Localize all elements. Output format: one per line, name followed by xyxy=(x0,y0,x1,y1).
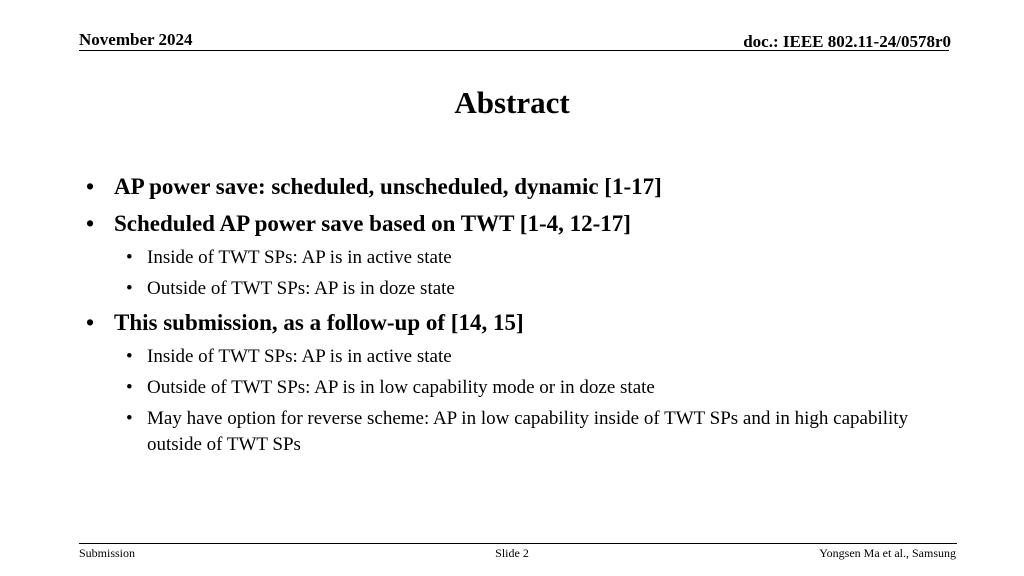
sub-bullet-text: Inside of TWT SPs: AP is in active state xyxy=(147,346,452,367)
footer-divider xyxy=(79,543,957,544)
sub-bullet-text: Outside of TWT SPs: AP is in doze state xyxy=(147,278,455,299)
bullet-marker: • xyxy=(86,174,95,199)
sub-bullet-text: Outside of TWT SPs: AP is in low capability mode or in doze state xyxy=(147,377,655,398)
sub-bullet-marker: • xyxy=(126,247,133,268)
footer-submission: Submission xyxy=(79,546,136,560)
sub-bullet-marker: • xyxy=(126,408,133,429)
sub-bullet-marker: • xyxy=(126,278,133,299)
footer-authors: Yongsen Ma et al., Samsung xyxy=(819,546,956,560)
bullet-marker: • xyxy=(86,211,95,236)
header-doc-id: doc.: IEEE 802.11-24/0578r0 xyxy=(743,32,951,51)
bullet-text: AP power save: scheduled, unscheduled, dynamic [1-17] xyxy=(114,174,662,199)
footer-slide-number: Slide 2 xyxy=(495,546,529,560)
bullet-text: This submission, as a follow-up of [14, 15] xyxy=(114,310,524,335)
sub-bullet-text: Inside of TWT SPs: AP is in active state xyxy=(147,247,452,268)
bullet-marker: • xyxy=(86,310,95,335)
slide-title: Abstract xyxy=(454,85,570,120)
sub-bullet-marker: • xyxy=(126,346,133,367)
header-date: November 2024 xyxy=(79,30,193,49)
bullet-text: Scheduled AP power save based on TWT [1-4, 12-17] xyxy=(114,211,631,236)
sub-bullet-text: May have option for reverse scheme: AP in low capability inside of TWT SPs and in high capability outside of TWT SPs xyxy=(147,408,909,455)
sub-bullet-marker: • xyxy=(126,377,133,398)
